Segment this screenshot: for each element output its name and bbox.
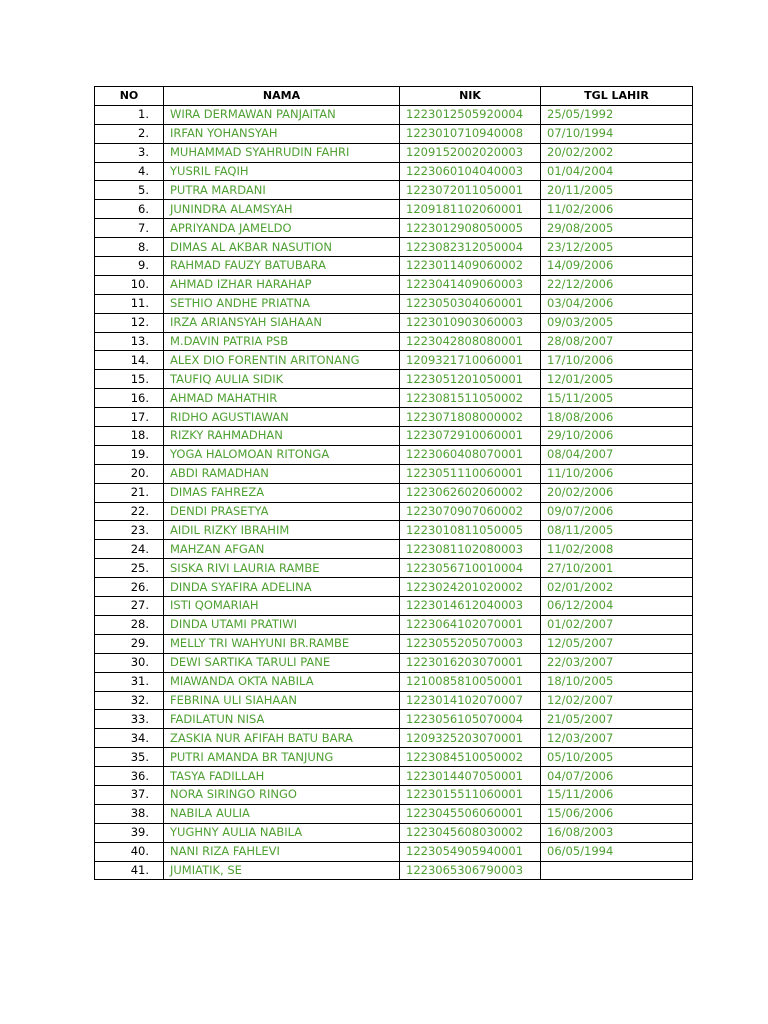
cell-tgl-lahir: 16/08/2003	[541, 823, 693, 842]
cell-nama: ISTI QOMARIAH	[164, 597, 400, 616]
cell-no: 10.	[95, 275, 164, 294]
cell-nik: 1209181102060001	[400, 200, 541, 219]
table-row	[95, 162, 693, 181]
cell-no: 28.	[95, 615, 164, 634]
cell-tgl-lahir: 29/10/2006	[541, 427, 693, 446]
header-row	[95, 87, 693, 106]
cell-no: 13.	[95, 332, 164, 351]
cell-no: 21.	[95, 483, 164, 502]
table-row	[95, 370, 693, 389]
cell-tgl-lahir: 01/02/2007	[541, 615, 693, 634]
cell-no: 9.	[95, 257, 164, 276]
cell-tgl-lahir: 15/11/2005	[541, 389, 693, 408]
cell-tgl-lahir: 11/10/2006	[541, 464, 693, 483]
cell-tgl-lahir: 28/08/2007	[541, 332, 693, 351]
cell-nama: AIDIL RIZKY IBRAHIM	[164, 521, 400, 540]
cell-nik: 1209321710060001	[400, 351, 541, 370]
cell-tgl-lahir: 22/12/2006	[541, 275, 693, 294]
cell-nik: 1223014612040003	[400, 597, 541, 616]
cell-nik: 1223014407050001	[400, 767, 541, 786]
cell-no: 25.	[95, 559, 164, 578]
table-row	[95, 275, 693, 294]
cell-nik: 1223015511060001	[400, 785, 541, 804]
cell-nama: SETHIO ANDHE PRIATNA	[164, 294, 400, 313]
cell-nik: 1223010811050005	[400, 521, 541, 540]
cell-nama: FADILATUN NISA	[164, 710, 400, 729]
cell-nama: SISKA RIVI LAURIA RAMBE	[164, 559, 400, 578]
table-row	[95, 445, 693, 464]
cell-no: 22.	[95, 502, 164, 521]
table-row	[95, 408, 693, 427]
cell-nik: 1223056105070004	[400, 710, 541, 729]
cell-nik: 1223081102080003	[400, 540, 541, 559]
table-row	[95, 143, 693, 162]
cell-nama: NANI RIZA FAHLEVI	[164, 842, 400, 861]
table-row	[95, 427, 693, 446]
cell-tgl-lahir: 25/05/1992	[541, 105, 693, 124]
cell-nik: 1223016203070001	[400, 653, 541, 672]
table-row	[95, 861, 693, 880]
cell-no: 23.	[95, 521, 164, 540]
cell-no: 17.	[95, 408, 164, 427]
cell-no: 37.	[95, 785, 164, 804]
cell-nama: DIMAS AL AKBAR NASUTION	[164, 238, 400, 257]
cell-nik: 1223041409060003	[400, 275, 541, 294]
cell-nik: 1223010710940008	[400, 124, 541, 143]
table-row	[95, 257, 693, 276]
cell-tgl-lahir: 29/08/2005	[541, 219, 693, 238]
table-row	[95, 502, 693, 521]
cell-nama: DENDI PRASETYA	[164, 502, 400, 521]
table-row	[95, 540, 693, 559]
cell-nama: ABDI RAMADHAN	[164, 464, 400, 483]
cell-nik: 1223056710010004	[400, 559, 541, 578]
table-row	[95, 124, 693, 143]
cell-nik: 1223064102070001	[400, 615, 541, 634]
cell-no: 15.	[95, 370, 164, 389]
header-tgl-lahir: TGL LAHIR	[541, 87, 693, 106]
cell-no: 29.	[95, 634, 164, 653]
cell-tgl-lahir: 14/09/2006	[541, 257, 693, 276]
table-row	[95, 521, 693, 540]
table-row	[95, 634, 693, 653]
header-nama: NAMA	[164, 87, 400, 106]
table-body	[95, 105, 693, 880]
cell-nik: 1223081511050002	[400, 389, 541, 408]
cell-nama: IRFAN YOHANSYAH	[164, 124, 400, 143]
cell-no: 18.	[95, 427, 164, 446]
cell-nama: TASYA FADILLAH	[164, 767, 400, 786]
cell-tgl-lahir: 01/04/2004	[541, 162, 693, 181]
cell-nik: 1223012505920004	[400, 105, 541, 124]
cell-no: 38.	[95, 804, 164, 823]
cell-tgl-lahir: 04/07/2006	[541, 767, 693, 786]
cell-nama: YOGA HALOMOAN RITONGA	[164, 445, 400, 464]
table-row	[95, 464, 693, 483]
cell-nik: 1223082312050004	[400, 238, 541, 257]
cell-no: 14.	[95, 351, 164, 370]
cell-no: 39.	[95, 823, 164, 842]
table-row	[95, 804, 693, 823]
cell-nik: 1223042808080001	[400, 332, 541, 351]
cell-no: 3.	[95, 143, 164, 162]
cell-no: 33.	[95, 710, 164, 729]
cell-nama: AHMAD MAHATHIR	[164, 389, 400, 408]
cell-nama: ALEX DIO FORENTIN ARITONANG	[164, 351, 400, 370]
cell-nik: 1223024201020002	[400, 578, 541, 597]
cell-nama: DIMAS FAHREZA	[164, 483, 400, 502]
cell-nik: 1223062602060002	[400, 483, 541, 502]
cell-no: 31.	[95, 672, 164, 691]
cell-nama: YUSRIL FAQIH	[164, 162, 400, 181]
cell-nik: 1223054905940001	[400, 842, 541, 861]
table-row	[95, 785, 693, 804]
cell-tgl-lahir: 15/11/2006	[541, 785, 693, 804]
table-row	[95, 105, 693, 124]
cell-tgl-lahir: 20/11/2005	[541, 181, 693, 200]
cell-nama: MAHZAN AFGAN	[164, 540, 400, 559]
table-row	[95, 578, 693, 597]
cell-nama: NORA SIRINGO RINGO	[164, 785, 400, 804]
cell-no: 32.	[95, 691, 164, 710]
cell-tgl-lahir: 18/08/2006	[541, 408, 693, 427]
table-row	[95, 559, 693, 578]
cell-nama: DINDA SYAFIRA ADELINA	[164, 578, 400, 597]
cell-tgl-lahir: 20/02/2006	[541, 483, 693, 502]
cell-tgl-lahir: 09/07/2006	[541, 502, 693, 521]
cell-tgl-lahir: 18/10/2005	[541, 672, 693, 691]
table-row	[95, 653, 693, 672]
cell-tgl-lahir: 05/10/2005	[541, 748, 693, 767]
cell-nik: 1209152002020003	[400, 143, 541, 162]
table-row	[95, 351, 693, 370]
cell-tgl-lahir	[541, 861, 693, 880]
header-nik: NIK	[400, 87, 541, 106]
cell-no: 12.	[95, 313, 164, 332]
cell-tgl-lahir: 23/12/2005	[541, 238, 693, 257]
cell-no: 19.	[95, 445, 164, 464]
table-row	[95, 710, 693, 729]
cell-tgl-lahir: 11/02/2008	[541, 540, 693, 559]
cell-nik: 1223070907060002	[400, 502, 541, 521]
cell-tgl-lahir: 12/03/2007	[541, 729, 693, 748]
table-row	[95, 748, 693, 767]
table-row	[95, 823, 693, 842]
cell-tgl-lahir: 02/01/2002	[541, 578, 693, 597]
cell-tgl-lahir: 06/12/2004	[541, 597, 693, 616]
cell-tgl-lahir: 09/03/2005	[541, 313, 693, 332]
table-row	[95, 238, 693, 257]
cell-nik: 1223050304060001	[400, 294, 541, 313]
cell-nama: RIZKY RAHMADHAN	[164, 427, 400, 446]
cell-nik: 1223071808000002	[400, 408, 541, 427]
cell-nama: DINDA UTAMI PRATIWI	[164, 615, 400, 634]
cell-nama: NABILA AULIA	[164, 804, 400, 823]
cell-tgl-lahir: 17/10/2006	[541, 351, 693, 370]
cell-tgl-lahir: 20/02/2002	[541, 143, 693, 162]
cell-nik: 1223010903060003	[400, 313, 541, 332]
cell-no: 8.	[95, 238, 164, 257]
cell-nama: IRZA ARIANSYAH SIAHAAN	[164, 313, 400, 332]
cell-no: 27.	[95, 597, 164, 616]
cell-nik: 1223084510050002	[400, 748, 541, 767]
cell-nama: MUHAMMAD SYAHRUDIN FAHRI	[164, 143, 400, 162]
cell-nama: AHMAD IZHAR HARAHAP	[164, 275, 400, 294]
table-row	[95, 483, 693, 502]
table-row	[95, 294, 693, 313]
cell-tgl-lahir: 15/06/2006	[541, 804, 693, 823]
table-row	[95, 313, 693, 332]
cell-no: 20.	[95, 464, 164, 483]
table-row	[95, 389, 693, 408]
cell-nama: JUNINDRA ALAMSYAH	[164, 200, 400, 219]
cell-no: 16.	[95, 389, 164, 408]
cell-tgl-lahir: 07/10/1994	[541, 124, 693, 143]
cell-tgl-lahir: 03/04/2006	[541, 294, 693, 313]
cell-nama: RAHMAD FAUZY BATUBARA	[164, 257, 400, 276]
cell-no: 1.	[95, 105, 164, 124]
cell-nik: 1223012908050005	[400, 219, 541, 238]
cell-nik: 1223045506060001	[400, 804, 541, 823]
cell-tgl-lahir: 21/05/2007	[541, 710, 693, 729]
cell-tgl-lahir: 11/02/2006	[541, 200, 693, 219]
cell-nik: 1223014102070007	[400, 691, 541, 710]
cell-nama: M.DAVIN PATRIA PSB	[164, 332, 400, 351]
table-row	[95, 615, 693, 634]
cell-tgl-lahir: 08/04/2007	[541, 445, 693, 464]
cell-nik: 1223011409060002	[400, 257, 541, 276]
table-row	[95, 219, 693, 238]
table-row	[95, 200, 693, 219]
cell-nik: 1223072011050001	[400, 181, 541, 200]
cell-tgl-lahir: 22/03/2007	[541, 653, 693, 672]
cell-tgl-lahir: 12/01/2005	[541, 370, 693, 389]
table-row	[95, 672, 693, 691]
cell-no: 2.	[95, 124, 164, 143]
table-row	[95, 181, 693, 200]
cell-nik: 1223060104040003	[400, 162, 541, 181]
cell-no: 40.	[95, 842, 164, 861]
cell-nama: PUTRI AMANDA BR TANJUNG	[164, 748, 400, 767]
cell-no: 7.	[95, 219, 164, 238]
table-row	[95, 597, 693, 616]
cell-nik: 1223051110060001	[400, 464, 541, 483]
table-row	[95, 729, 693, 748]
cell-nama: TAUFIQ AULIA SIDIK	[164, 370, 400, 389]
roster-table	[94, 86, 693, 880]
cell-nama: PUTRA MARDANI	[164, 181, 400, 200]
table-row	[95, 332, 693, 351]
cell-tgl-lahir: 27/10/2001	[541, 559, 693, 578]
cell-no: 5.	[95, 181, 164, 200]
cell-no: 34.	[95, 729, 164, 748]
cell-nik: 1210085810050001	[400, 672, 541, 691]
cell-no: 26.	[95, 578, 164, 597]
cell-nama: JUMIATIK, SE	[164, 861, 400, 880]
cell-no: 11.	[95, 294, 164, 313]
cell-no: 30.	[95, 653, 164, 672]
cell-no: 6.	[95, 200, 164, 219]
cell-tgl-lahir: 08/11/2005	[541, 521, 693, 540]
cell-no: 41.	[95, 861, 164, 880]
table-row	[95, 842, 693, 861]
cell-nama: WIRA DERMAWAN PANJAITAN	[164, 105, 400, 124]
header-no: NO	[95, 87, 164, 106]
cell-no: 4.	[95, 162, 164, 181]
cell-no: 35.	[95, 748, 164, 767]
cell-nama: YUGHNY AULIA NABILA	[164, 823, 400, 842]
cell-nama: FEBRINA ULI SIAHAAN	[164, 691, 400, 710]
cell-nama: MELLY TRI WAHYUNI BR.RAMBE	[164, 634, 400, 653]
table-row	[95, 691, 693, 710]
cell-nama: ZASKIA NUR AFIFAH BATU BARA	[164, 729, 400, 748]
cell-nik: 1223051201050001	[400, 370, 541, 389]
cell-nik: 1223072910060001	[400, 427, 541, 446]
table-row	[95, 767, 693, 786]
cell-tgl-lahir: 12/05/2007	[541, 634, 693, 653]
cell-no: 36.	[95, 767, 164, 786]
cell-nik: 1223060408070001	[400, 445, 541, 464]
cell-nama: MIAWANDA OKTA NABILA	[164, 672, 400, 691]
cell-tgl-lahir: 06/05/1994	[541, 842, 693, 861]
cell-nik: 1223045608030002	[400, 823, 541, 842]
cell-nik: 1223055205070003	[400, 634, 541, 653]
cell-nama: DEWI SARTIKA TARULI PANE	[164, 653, 400, 672]
cell-tgl-lahir: 12/02/2007	[541, 691, 693, 710]
cell-nik: 1209325203070001	[400, 729, 541, 748]
table-header	[95, 87, 693, 106]
cell-nik: 1223065306790003	[400, 861, 541, 880]
cell-nama: APRIYANDA JAMELDO	[164, 219, 400, 238]
cell-no: 24.	[95, 540, 164, 559]
cell-nama: RIDHO AGUSTIAWAN	[164, 408, 400, 427]
